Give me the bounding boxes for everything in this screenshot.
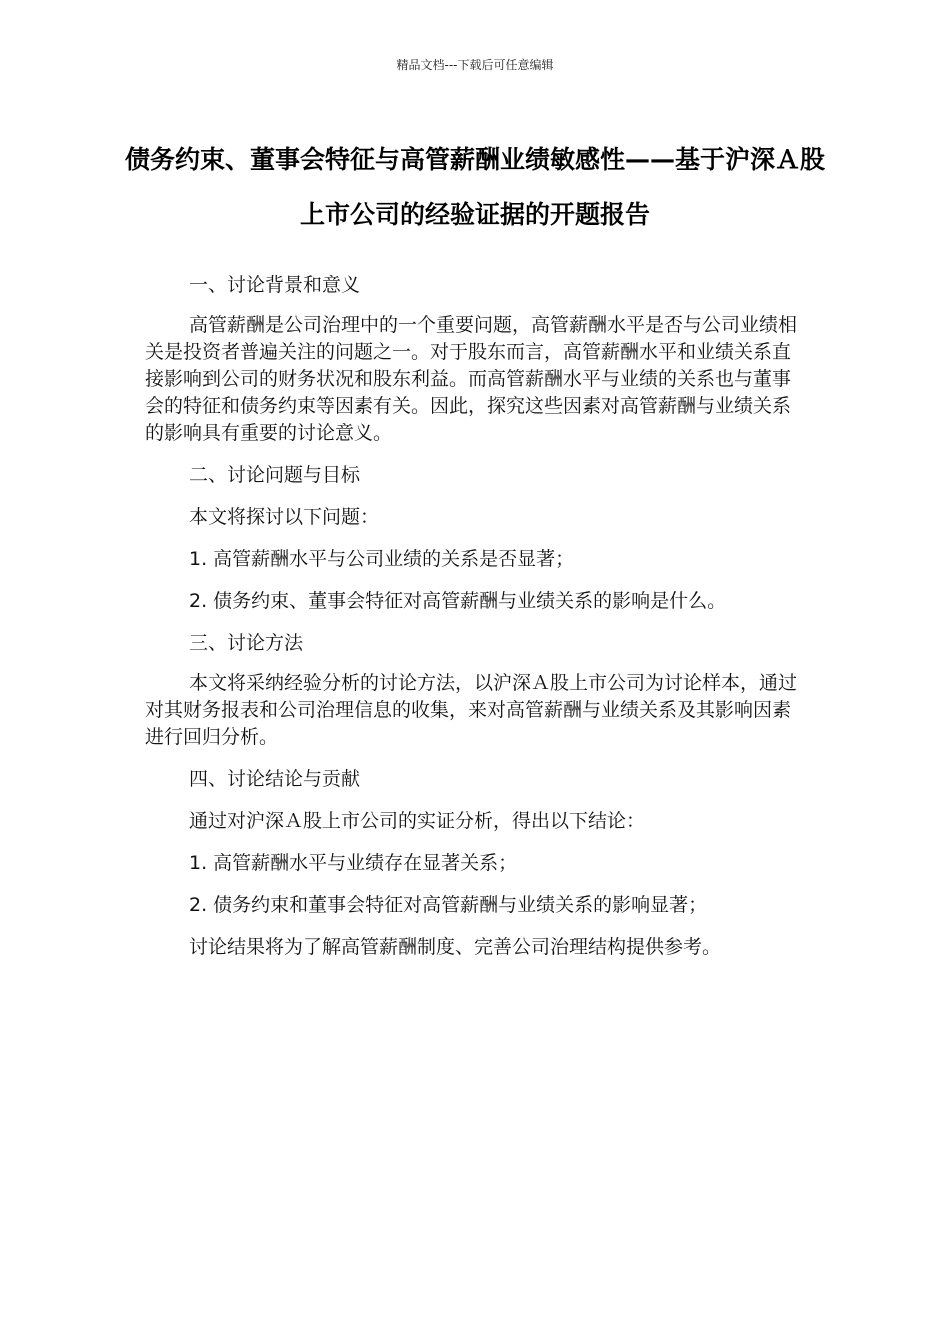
section-heading-background: 一、讨论背景和意义 xyxy=(189,274,361,296)
paragraph-questions-intro: 本文将探讨以下问题： xyxy=(189,506,380,528)
list-item-conclusion-2: 2. 债务约束和董事会特征对高管薪酬与业绩关系的影响显著； xyxy=(189,894,708,916)
section-heading-questions: 二、讨论问题与目标 xyxy=(189,464,361,486)
document-title: 债务约束、董事会特征与高管薪酬业绩敏感性——基于沪深Ａ股上市公司的经验证据的开题报告 xyxy=(124,145,825,229)
section-heading-method: 三、讨论方法 xyxy=(189,632,304,654)
document-body xyxy=(145,272,805,961)
list-item-question-2: 2. 债务约束、董事会特征对高管薪酬与业绩关系的影响是什么。 xyxy=(189,590,727,612)
paragraph-conclusions-intro: 通过对沪深Ａ股上市公司的实证分析，得出以下结论： xyxy=(189,810,646,832)
list-item-question-1: 1. 高管薪酬水平与公司业绩的关系是否显著； xyxy=(189,548,575,570)
paragraph-contribution: 讨论结果将为了解高管薪酬制度、完善公司治理结构提供参考。 xyxy=(189,936,722,958)
paragraph-method: 本文将采纳经验分析的讨论方法，以沪深Ａ股上市公司为讨论样本，通过对其财务报表和公司治理信息的收集，来对高管薪酬与业绩关系及其影响因素进行回归分析。 xyxy=(145,672,798,748)
paragraph-background: 高管薪酬是公司治理中的一个重要问题，高管薪酬水平是否与公司业绩相关是投资者普遍关注的问题之一。对于股东而言，高管薪酬水平和业绩关系直接影响到公司的财务状况和股东利益。而高管薪酬水平与业绩的关系也与董事会的特征和债务约束等因素有关。因此，探究这些因素对高管薪酬与业绩关系的影响具有重要的讨论意义。 xyxy=(145,314,798,444)
header-note: 精品文档---下载后可任意编辑 xyxy=(396,58,554,72)
section-heading-conclusions: 四、讨论结论与贡献 xyxy=(189,768,361,790)
list-item-conclusion-1: 1. 高管薪酬水平与业绩存在显著关系； xyxy=(189,852,518,874)
